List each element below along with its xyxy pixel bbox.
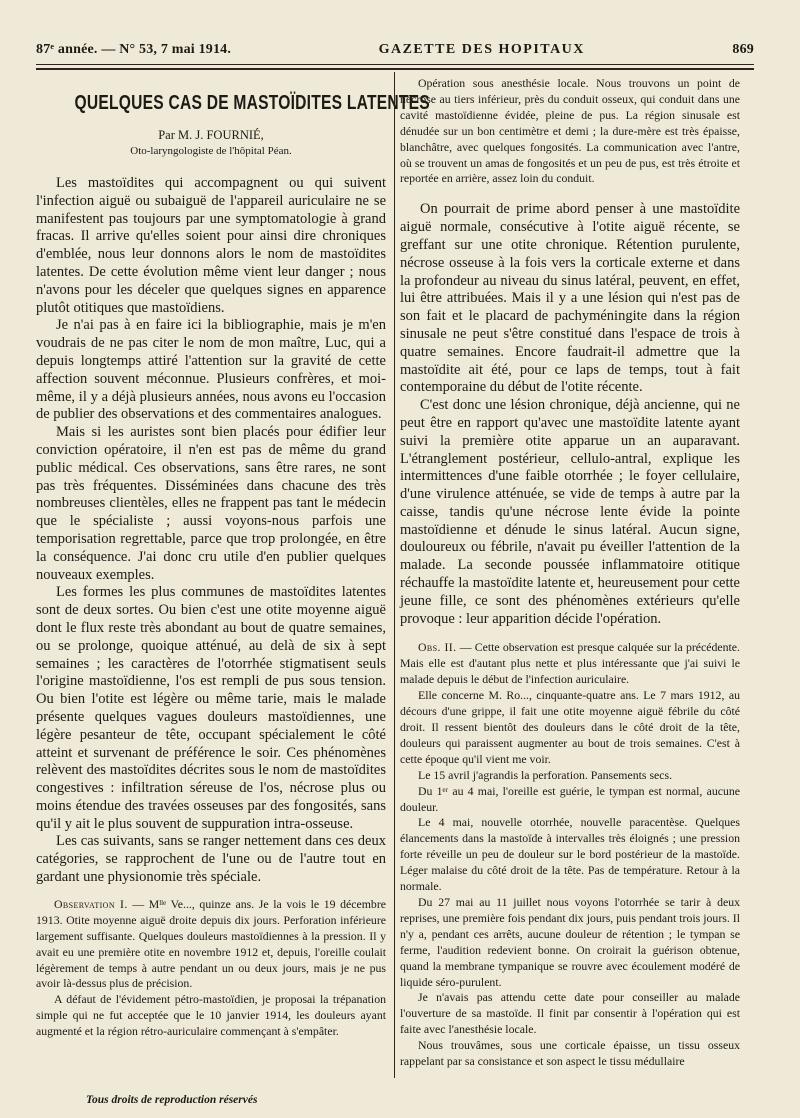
journal-name: GAZETTE DES HOPITAUX xyxy=(378,42,585,57)
paragraph: Le 15 avril j'agrandis la perforation. Pansements secs. xyxy=(418,767,673,782)
paragraph: Du 27 mai au 11 juillet nous voyons l'otorrhée se tarir à deux reprises, une première fois pendant dix jours, puis pendant trois jours. Il n'y a, pendant ces arrêts, aucune douleur de rétention ; le tympan se ferme, l'audition redevient bonne. On croirait la guérison obtenue, quand la membrane tympanique se rouvre avec écoulement modéré de liquide séro-purulent. xyxy=(400,894,740,989)
observation-paragraph xyxy=(36,897,386,992)
header-rule-double xyxy=(36,68,754,70)
author-affiliation: Oto-laryngologiste de l'hôpital Péan. xyxy=(130,145,292,157)
article-title: QUELQUES CAS DE MASTOÏDITES LATENTES xyxy=(74,92,430,114)
page-number: 869 xyxy=(732,42,754,57)
paragraph: C'est donc une lésion chronique, déjà ancienne, qui ne peut être en rapport qu'avec une mastoïdite latente ayant suivi la première otite apparue un an auparavant. L'étranglement postérieur, cellulo-antral, explique les intermittences d'une faible otorrhée ; le foyer cellulaire, d'une virulence atténuée, se vide de temps à autre par la caisse, tandis qu'une nécrose lente évide la pointe mastoïdienne et dénude le sinus latéral. Aucun signe, douloureux ou fébrile, n'avait pu éveiller l'attention de la malade. La seconde poussée inflammatoire otitique réchauffe la mastoïdite latente et, heureusement pour cette jeune fille, ce sont des phénomènes extérieurs qu'elle provoque : leur apparition décide l'opération. xyxy=(400,397,740,627)
header-rule xyxy=(36,64,754,65)
right-column xyxy=(400,74,740,1084)
page-header xyxy=(36,42,754,58)
observation-paragraph xyxy=(400,640,740,688)
observation-2 xyxy=(400,640,740,1069)
observation-1 xyxy=(36,897,386,1040)
paragraph: Nous trouvâmes, sous une corticale épaisse, un tissu osseux rappelant par sa consistance et son aspect le tissu médullaire xyxy=(400,1038,740,1069)
observation-text: — Cette observation est presque calquée sur la précédente. Mais elle est d'autant plus nette et plus intéressante que j'ai suivi le malade depuis le début de l'infection auriculaire. xyxy=(400,640,740,687)
paragraph: Le 4 mai, nouvelle otorrhée, nouvelle paracentèse. Quelques élancements dans la mastoïde à intervalles très éloignés ; une pression forte réveille un peu de douleur sur le bord postérieur de la mastoïde. Léger malaise du côté droit de la tête. Pas de température. Retour à la normale. xyxy=(400,815,740,894)
paragraph: Les mastoïdites qui accompagnent ou qui suivent l'infection aiguë ou subaiguë de l'appareil auriculaire ne se manifestent pas toujours par une symptomatologie à grand fracas. Il arrive qu'elles soient pour ainsi dire chroniques d'emblée, nous leur donnons alors le nom de mastoïdites latentes. De cette évolution même vient leur danger ; nous n'avons pour les déceler que quelques signes en apparence plutôt otitiques que mastoïdiens. xyxy=(36,175,386,316)
paragraph: Je n'avais pas attendu cette date pour conseiller au malade l'ouverture de sa mastoïde. Il finit par consentir à l'opération qui est faite avec l'anesthésie locale. xyxy=(400,990,740,1037)
intro-text xyxy=(36,175,386,887)
issue-info: 87ᵉ année. — N° 53, 7 mai 1914. xyxy=(36,42,232,57)
paragraph: Les cas suivants, sans se ranger nettement dans ces deux catégories, se rapprochent de l'une ou de l'autre tout en gardant une physionomie très spéciale. xyxy=(36,833,386,886)
copyright-footer: Tous droits de reproduction réservés xyxy=(86,1094,258,1106)
observation-label: Obs. II. xyxy=(418,640,457,655)
observation-text: — Mˡˡᵉ Ve..., quinze ans. Je la vois le 19 décembre 1913. Otite moyenne aiguë droite depuis dix jours. Perforation inférieure largement suffisante. Quelques douleurs mastoïdiennes à la pression. Il y avait eu une première otite en novembre 1912 et, depuis, l'oreille coulait légèrement de temps à autre pendant un ou deux jours, mais je ne pus avoir là-dessus plus de précision. xyxy=(36,896,386,991)
article-author: Par M. J. FOURNIÉ, xyxy=(158,128,264,142)
operation-report xyxy=(400,76,740,187)
commentary-text xyxy=(400,201,740,628)
paragraph: A défaut de l'évidement pétro-mastoïdien, je proposai la trépanation simple qui ne fut acceptée que le 10 janvier 1914, les douleurs ayant augmenté et la région rétro-auriculaire commençant à s'empâter. xyxy=(36,992,386,1039)
paragraph: Je n'ai pas à en faire ici la bibliographie, mais je m'en voudrais de ne pas citer le nom de mon maître, Luc, qui a depuis longtemps attiré l'attention sur la gravité de cette affection souvent méconnue. Plusieurs confrères, et moi-même, il y a déjà plusieurs années, nous avons eu l'occasion de publier des observations et des commentaires analogues. xyxy=(36,317,386,423)
paragraph: On pourrait de prime abord penser à une mastoïdite aiguë normale, consécutive à l'otite aiguë récente, se greffant sur une otite chronique. Rétention purulente, nécrose osseuse à la fois vers la corticale externe et dans la profondeur au niveau du sinus latéral, peuvent, en effet, lui être attribuées. Mais il y a une lésion qui n'est pas de son fait et le placard de pachyméningite dans la région sinusale ne peut s'être constitué dans l'espace de trois à quatre semaines. Encore faudrait-il admettre que la mastoïdite ait été, pour ce laps de temps, tout à fait contemporaine du début de l'otite récente. xyxy=(400,201,740,396)
paragraph: Opération sous anesthésie locale. Nous trouvons un point de nécrose au tiers inférieur, près du conduit osseux, qui conduit dans une cavité mastoïdienne évidée, pleine de pus. La région sinusale est dénudée sur un bon centimètre et demi ; la dure-mère est très épaisse, blanchâtre, avec quelques fongosités. La communication avec l'antre, où se trouvent un amas de fongosités et un peu de pus, est très étroite et reportée en arrière, assez loin du conduit. xyxy=(400,76,740,186)
paragraph: Elle concerne M. Ro..., cinquante-quatre ans. Le 7 mars 1912, au décours d'une grippe, il fait une otite moyenne aiguë fébrile du côté droit. Il ressent bientôt des douleurs dans le côté droit de la tête, douleurs qui paraissent augmenter au bout de trois semaines. C'est à cette époque qu'il vient me voir. xyxy=(400,688,740,766)
paragraph: Mais si les auristes sont bien placés pour édifier leur conviction opératoire, il n'en est pas de même du grand public médical. Ces observations, sans être rares, ne sont pas très fréquentes. Disséminées dans chacune des très nombreuses clientèles, elles ne frappent pas tant le médecin que le spécialiste ; aussi voyons-nous parfois une temporisation regrettable, parce que trop prolongée, en être la conséquence. J'ai donc cru utile d'en publier quelques nouveaux exemples. xyxy=(36,424,386,583)
paragraph: Les formes les plus communes de mastoïdites latentes sont de deux sortes. Ou bien c'est une otite moyenne aiguë dont le flux reste très abondant au bout de quatre semaines, ou se prolonge, quoique atténué, au delà de six à sept semaines ; les caractères de l'otorrhée stigmatisent seuls l'origine mastoïdienne, l'os est rempli de pus sous tension. Ou bien l'otite est légère ou même tarie, mais le malade présente quelques vagues douleurs mastoïdiennes, une légère pesanteur de tête, occupant spécialement le côté atteint et survenant de préférence le soir. Ces phénomènes relèvent des mastoïdites décrites sous le nom de mastoïdites congestives : infiltration séreuse de l'os, nécrose plus ou moins étendue des travées osseuses par des fongosités, sans qu'il y ait le plus souvent de suppuration intra-osseuse. xyxy=(36,584,386,832)
column-divider xyxy=(394,72,395,1078)
observation-label: Observation I. xyxy=(54,896,128,911)
left-column xyxy=(36,74,430,1084)
paragraph: Du 1ᵉʳ au 4 mai, l'oreille est guérie, le tympan est normal, aucune douleur. xyxy=(400,783,740,814)
